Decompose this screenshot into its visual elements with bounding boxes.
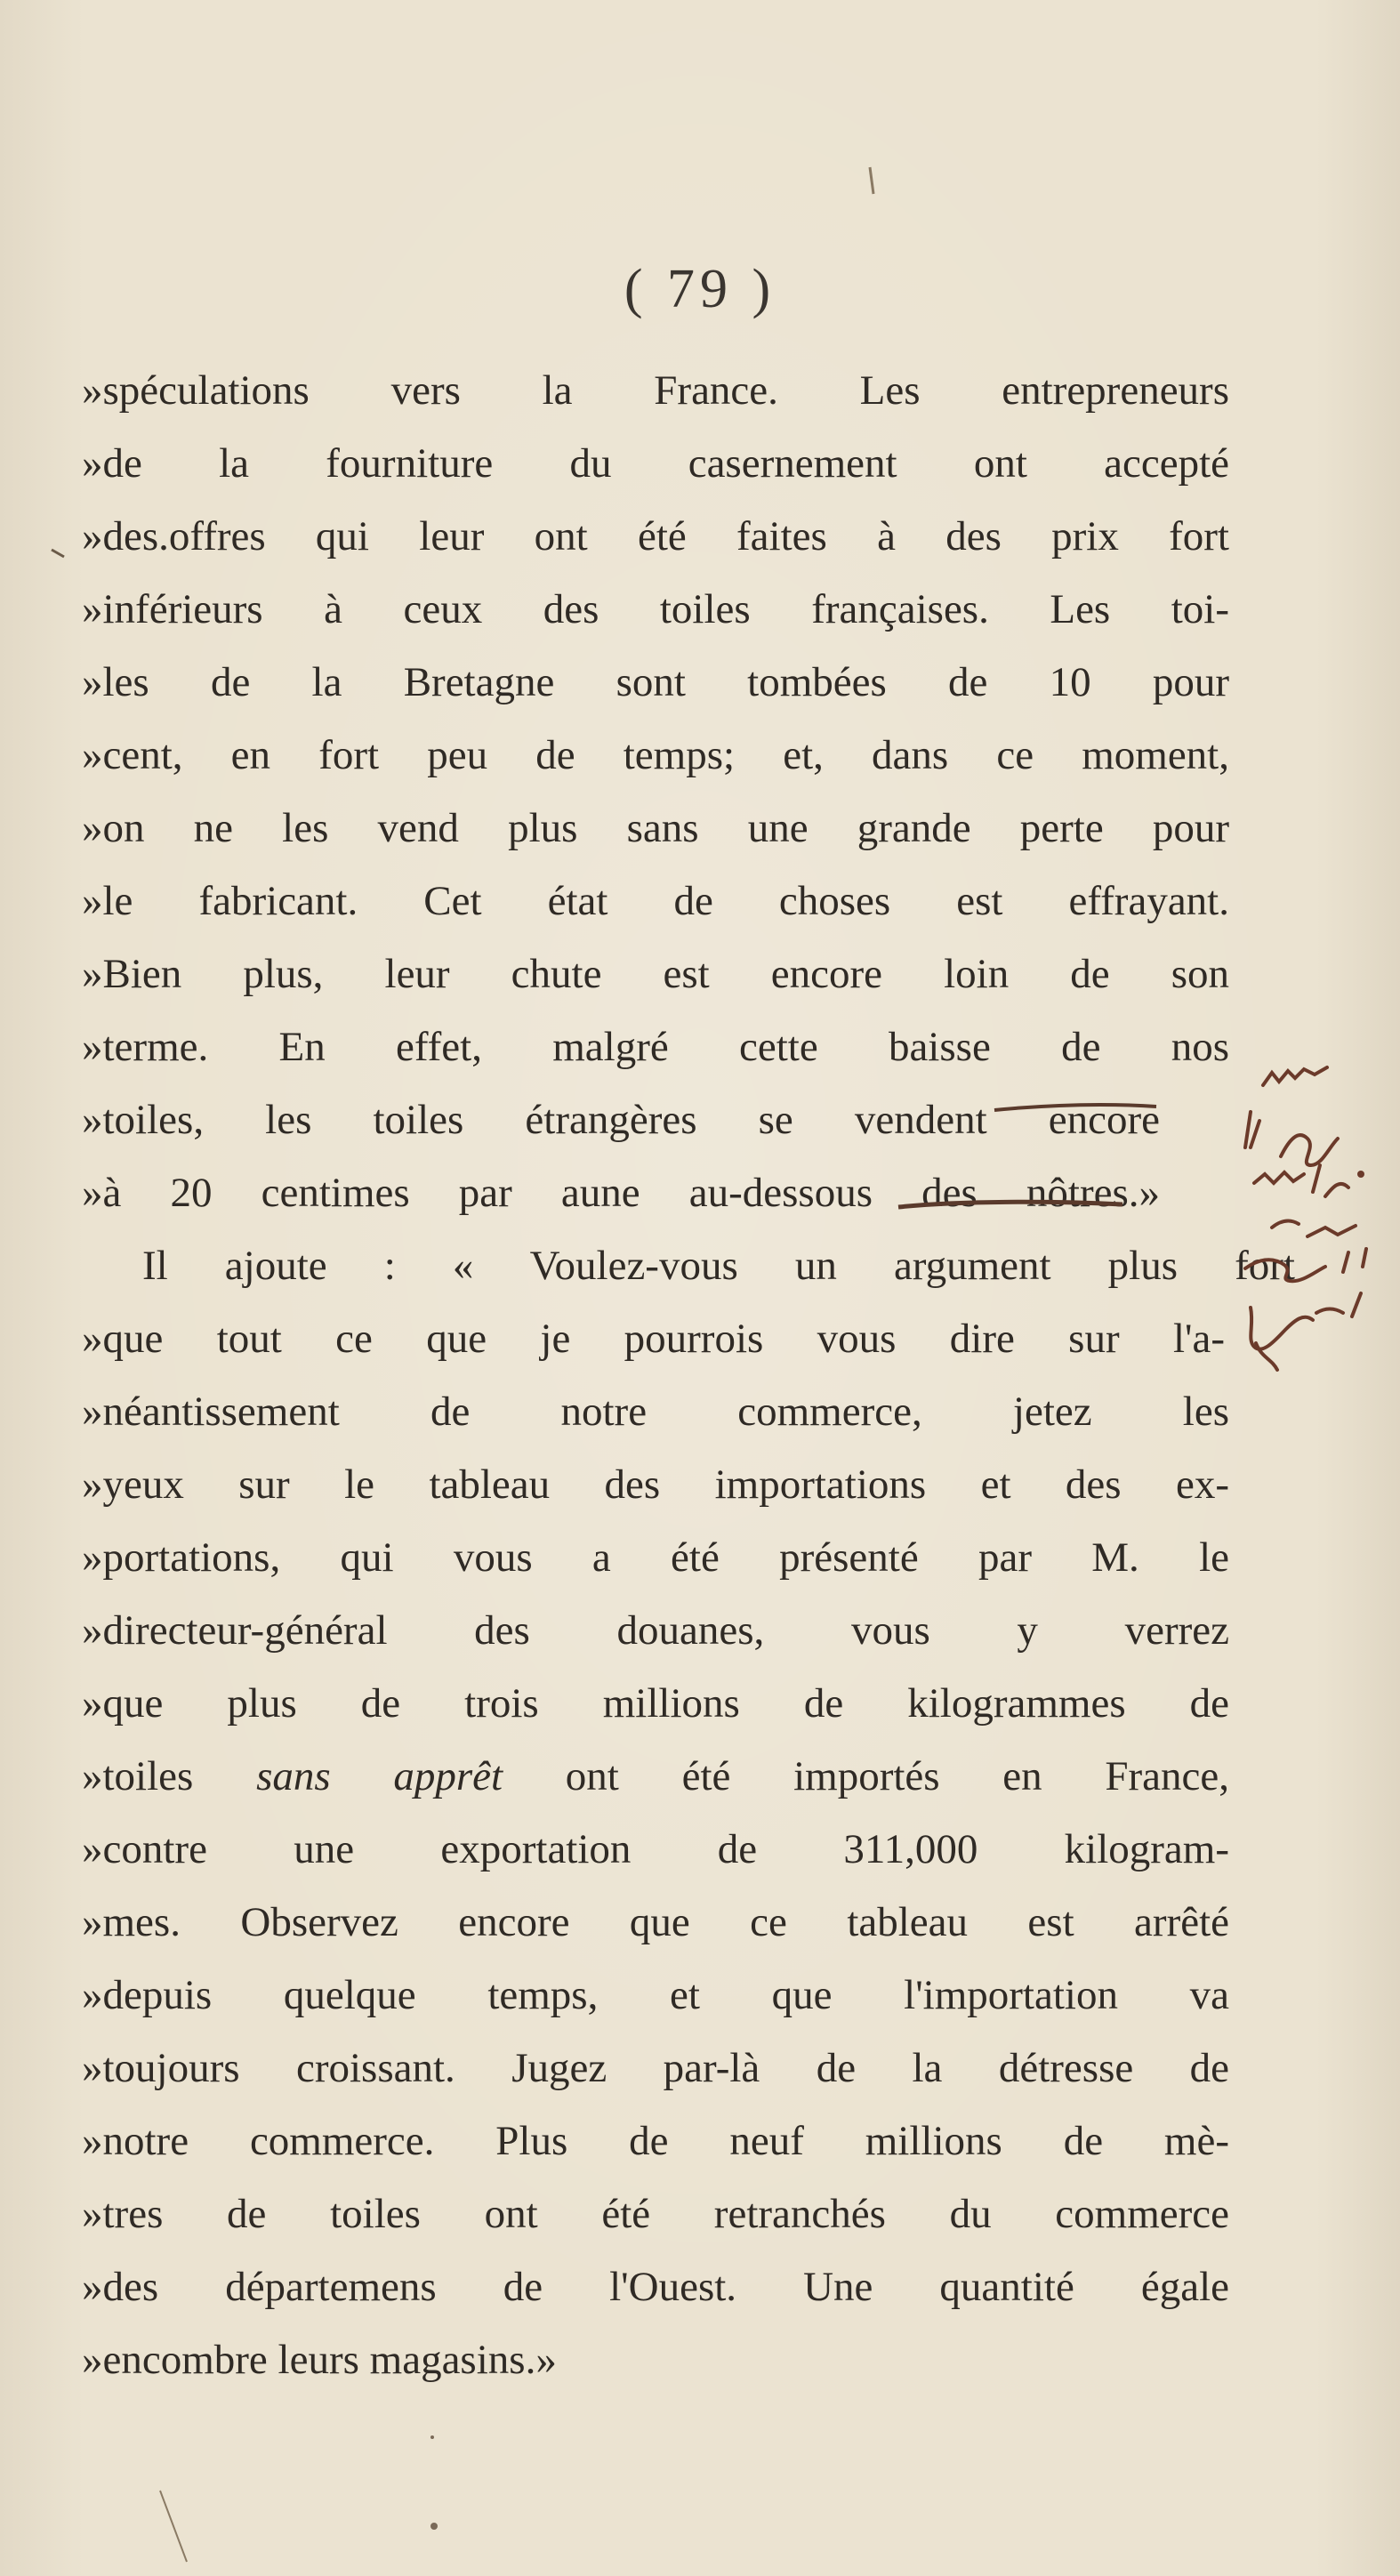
text-line: »le fabricant. Cet état de choses est effrayant.: [82, 878, 1229, 924]
text-line: »encombre leurs magasins.»: [82, 2337, 557, 2383]
text-line: »directeur-général des douanes, vous y verrez: [82, 1607, 1229, 1654]
text-line: »que plus de trois millions de kilogrammes de: [82, 1680, 1229, 1727]
text-line: »toiles, les toiles étrangères se vendent encore: [82, 1097, 1160, 1143]
text-line: »inférieurs à ceux des toiles françaises. Les toi-: [82, 586, 1229, 632]
page-number: ( 79 ): [624, 259, 776, 319]
text-line: »de la fourniture du casernement ont accepté: [82, 440, 1229, 487]
text-line: »on ne les vend plus sans une grande perte pour: [82, 805, 1229, 851]
text-line: »des départemens de l'Ouest. Une quantité égale: [82, 2264, 1229, 2310]
paragraph-start-line: Il ajoute : « Voulez-vous un argument plus fort: [142, 1243, 1295, 1289]
text-line: »des.offres qui leur ont été faites à des prix fort: [82, 513, 1229, 559]
text-line: »contre une exportation de 311,000 kilogram-: [82, 1826, 1229, 1872]
text-line: »toiles sans apprêt ont été importés en France,: [82, 1753, 1229, 1799]
text-line: »terme. En effet, malgré cette baisse de nos: [82, 1024, 1229, 1070]
text-line: »Bien plus, leur chute est encore loin de son: [82, 951, 1229, 997]
text-line: »toujours croissant. Jugez par-là de la détresse de: [82, 2045, 1229, 2091]
text-line: »spéculations vers la France. Les entrepreneurs: [82, 367, 1229, 414]
text-line: »tres de toiles ont été retranchés du commerce: [82, 2191, 1229, 2237]
text-line: »yeux sur le tableau des importations et des ex-: [82, 1461, 1229, 1508]
text-line: »néantissement de notre commerce, jetez les: [82, 1389, 1229, 1435]
text-line: »mes. Observez encore que ce tableau est arrêté: [82, 1899, 1229, 1945]
italic-phrase: sans apprêt: [256, 1753, 503, 1799]
text-line: »à 20 centimes par aune au-dessous des nôtres.»: [82, 1170, 1160, 1216]
text-line: »cent, en fort peu de temps; et, dans ce moment,: [82, 732, 1229, 778]
text-line: »portations, qui vous a été présenté par M. le: [82, 1534, 1229, 1581]
text-line: »que tout ce que je pourrois vous dire sur l'a-: [82, 1316, 1225, 1362]
text-line: »les de la Bretagne sont tombées de 10 pour: [82, 659, 1229, 705]
text-line: »depuis quelque temps, et que l'importation va: [82, 1972, 1229, 2018]
text-line: »notre commerce. Plus de neuf millions de mè-: [82, 2118, 1229, 2164]
